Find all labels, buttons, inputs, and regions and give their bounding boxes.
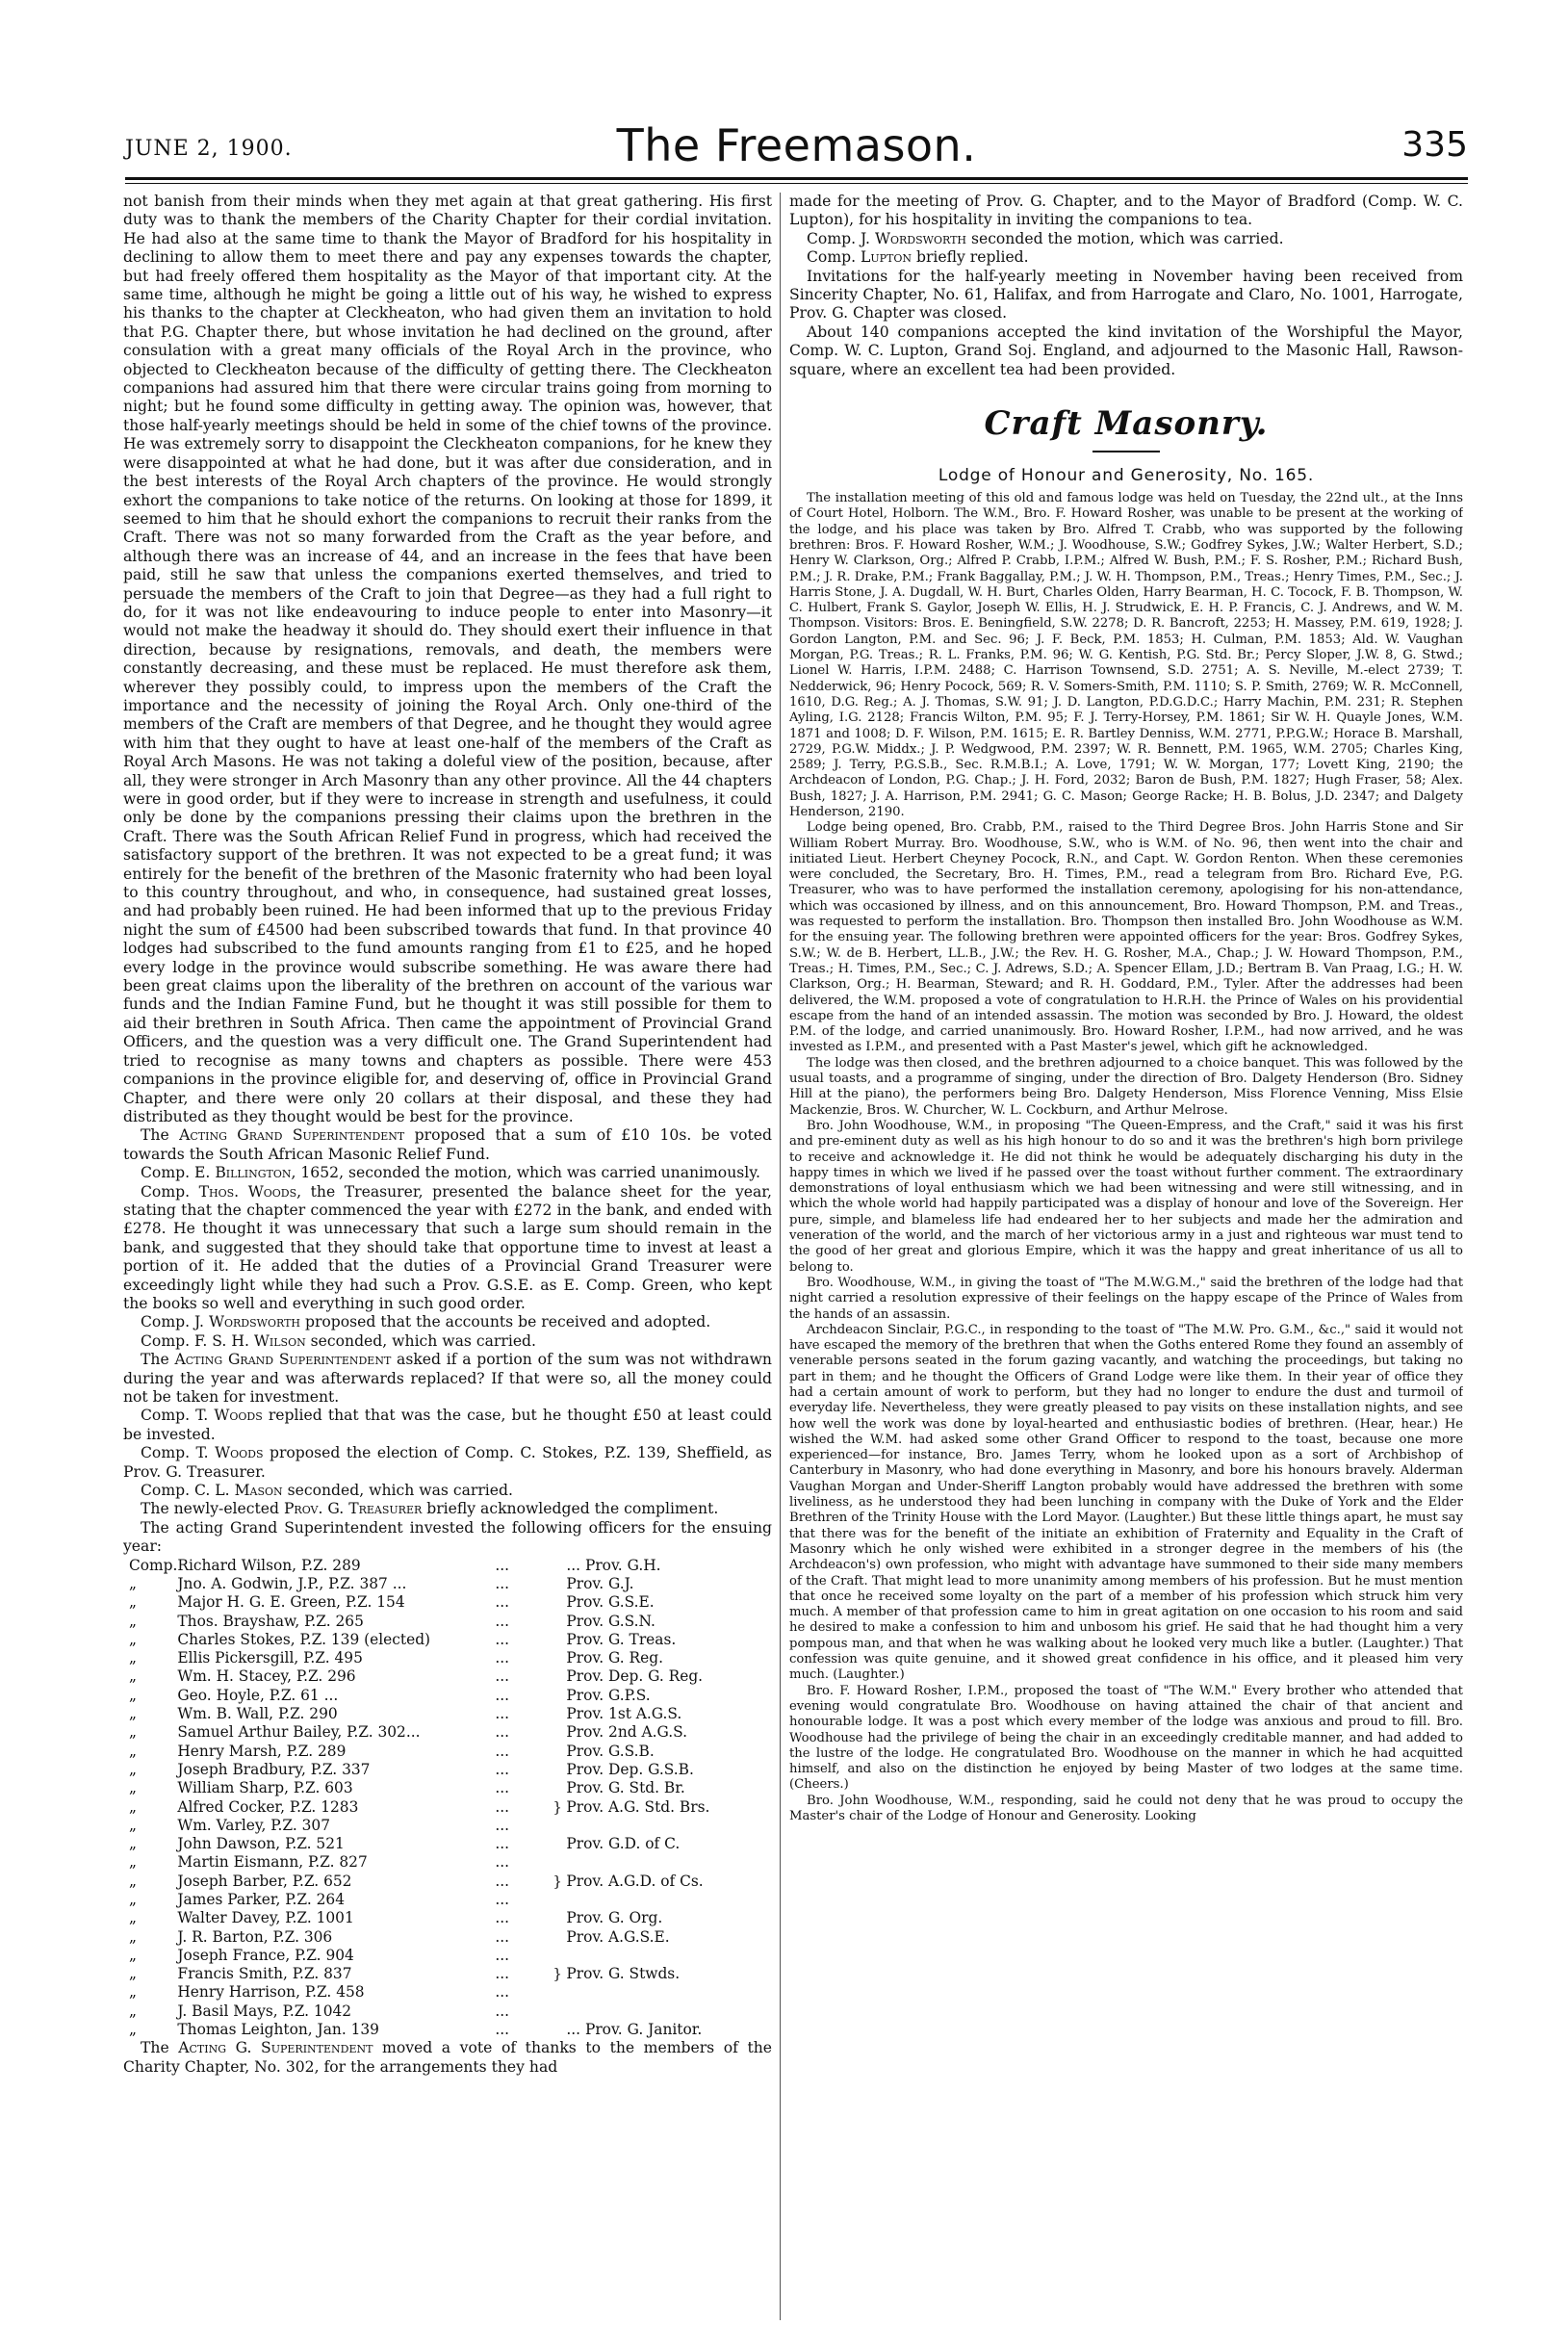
officer-office: Prov. G. Treas.	[566, 1630, 677, 1648]
paragraph: Bro. John Woodhouse, W.M., in proposing "The Queen-Empress, and the Craft," said it was his first and pre-eminent duty as well as his high honour to do so and it was the brethren's high born privilege to receive and acknowledge it. He did not think he would be adequately discharging his duty in the happy times in which we lived if he passed over the toast without further comment. The extraordinary demonstrations of loyal enthusiasm which we had been witnessing and were still witnessing, and in which the whole world had happily participated was a display of honour and love of the Sovereign. Her pure, simple, and blameless life had endeared her to her subjects and made her the admiration and veneration of the world, and the march of her victorious army in a just and righteous war must tend to the good of her great and glorious Empire, which it was the happy and great inheritance of us all to belong to.	[789, 1118, 1463, 1275]
officer-brace	[553, 2021, 566, 2039]
officer-name: Wm. H. Stacey, P.Z. 296	[177, 1667, 356, 1686]
header-rule-thick	[125, 177, 1468, 180]
officer-dots: ...	[495, 1667, 510, 1686]
officer-office	[566, 2002, 755, 2021]
paragraph: Comp. E. Billington, 1652, seconded the motion, which was carried unanimously.	[141, 1164, 760, 1182]
officer-prefix: „	[129, 1593, 137, 1612]
officer-row	[129, 2021, 755, 2039]
officer-brace	[553, 1667, 566, 1686]
officer-brace	[553, 1649, 566, 1667]
officer-brace	[553, 1779, 566, 1797]
officer-name: Major H. G. E. Green, P.Z. 154	[177, 1593, 405, 1612]
officer-dots: ...	[495, 1723, 510, 1742]
paragraph: Comp. T. Woods proposed the election of Comp. C. Stokes, P.Z. 139, Sheffield, as Prov. G. Treasurer.	[123, 1444, 772, 1481]
officer-prefix: „	[129, 1927, 137, 1946]
officer-dots: ...	[495, 1797, 510, 1816]
officer-prefix: „	[129, 1797, 137, 1816]
paragraph: Comp. J. Wordsworth seconded the motion, which was carried.	[807, 229, 1284, 247]
officer-dots: ...	[495, 1760, 510, 1778]
officer-prefix: „	[129, 1574, 137, 1592]
officer-prefix: Comp.	[129, 1556, 178, 1574]
officer-row	[129, 2002, 755, 2021]
officer-brace	[553, 1723, 566, 1742]
officer-office: Prov. G. Stwds.	[566, 1965, 681, 1983]
officer-office: Prov. G.D. of C.	[566, 1835, 681, 1853]
officer-dots: ...	[495, 1872, 510, 1890]
officer-prefix: „	[129, 1667, 137, 1686]
officer-row	[129, 1947, 755, 1965]
officer-name: Samuel Arthur Bailey, P.Z. 302...	[177, 1723, 421, 1742]
officer-office	[566, 1853, 755, 1872]
officer-row	[129, 1687, 755, 1705]
officer-office: Prov. Dep. G. Reg.	[566, 1667, 704, 1686]
officer-row	[129, 1983, 755, 2002]
officer-office: Prov. Dep. G.S.B.	[566, 1760, 694, 1778]
officer-dots: ...	[495, 1983, 510, 2002]
officer-office: Prov. A.G.S.E.	[566, 1927, 670, 1946]
officer-prefix: „	[129, 1760, 137, 1778]
officer-dots: ...	[495, 1686, 510, 1704]
officer-name: Richard Wilson, P.Z. 289	[177, 1556, 361, 1574]
officer-row	[129, 1965, 755, 1983]
officer-brace: }	[553, 1797, 562, 1816]
officer-name: Joseph Bradbury, P.Z. 337	[177, 1760, 371, 1778]
officer-prefix: „	[129, 1835, 137, 1853]
paragraph: The lodge was then closed, and the brethren adjourned to a choice banquet. This was followed by the usual toasts, and a programme of singing, under the direction of Bro. Dalgety Henderson (Bro. Sidney Hill at the piano), the performers being Bro. Dalgety Henderson, Miss Florence Venning, Miss Elsie Mackenzie, Bros. W. Churcher, W. L. Cockburn, and Arthur Melrose.	[789, 1055, 1463, 1118]
officer-prefix: „	[129, 2002, 137, 2020]
officer-name: Charles Stokes, P.Z. 139 (elected)	[177, 1630, 431, 1648]
officer-name: Joseph Barber, P.Z. 652	[177, 1872, 352, 1890]
officer-dots: ...	[495, 1927, 510, 1946]
paragraph: Comp. T. Woods replied that that was the case, but he thought £50 at least could be invested.	[123, 1407, 772, 1443]
paragraph: The Acting G. Superintendent moved a vote of thanks to the members of the Charity Chapter, No. 302, for the arrangements they had	[123, 2039, 772, 2076]
officer-row	[129, 1891, 755, 1909]
officer-name: John Dawson, P.Z. 521	[177, 1835, 345, 1853]
officer-brace	[553, 1557, 566, 1575]
officer-name: James Parker, P.Z. 264	[177, 1891, 346, 1908]
officer-row	[129, 1873, 755, 1891]
paragraph: Comp. Lupton briefly replied.	[807, 248, 1029, 267]
officer-dots: ...	[495, 2021, 510, 2039]
officer-row	[129, 1593, 755, 1612]
officer-dots: ...	[495, 1742, 510, 1760]
officer-row	[129, 1705, 755, 1723]
officer-prefix: „	[129, 1612, 137, 1630]
officer-office: Prov. G.S.B.	[566, 1742, 655, 1760]
officer-brace: }	[553, 1872, 562, 1890]
paragraph: Comp. J. Wordsworth proposed that the accounts be received and adopted.	[141, 1313, 711, 1331]
column-divider	[780, 193, 781, 2320]
officer-prefix: „	[129, 1742, 137, 1760]
section-title: Craft Masonry.	[984, 404, 1269, 444]
officer-brace	[553, 1687, 566, 1705]
officer-office: Prov. A.G.D. of Cs.	[566, 1872, 704, 1890]
officer-name: Henry Harrison, P.Z. 458	[177, 1983, 365, 2002]
issue-date: JUNE 2, 1900.	[125, 137, 293, 161]
officer-row	[129, 1613, 755, 1631]
officer-dots: ...	[495, 1946, 510, 1964]
officer-prefix: „	[129, 1630, 137, 1648]
officer-brace	[553, 1853, 566, 1872]
newspaper-title: The Freemason.	[616, 119, 977, 171]
officer-row	[129, 1817, 755, 1835]
paragraph: Lodge being opened, Bro. Crabb, P.M., raised to the Third Degree Bros. John Harris Stone and Sir William Robert Murray. Bro. Woodhouse, S.W., who is W.M. of No. 96, then went into the chair and initiated Lieut. Herbert Cheyney Pocock, R.N., and Capt. W. Gordon Renton. When these ceremonies were concluded, the Secretary, Bro. H. Times, P.M., read a telegram from Bro. Richard Eve, P.G. Treasurer, who was to have performed the installation ceremony, apologising for his non-attendance, which was occasioned by illness, and on this announcement, Bro. Howard Thompson, P.M. and Treas., was requested to perform the installation. Bro. Thompson then installed Bro. John Woodhouse as W.M. for the ensuing year. The following brethren were appointed officers for the year: Bros. Godfrey Sykes, S.W.; W. de B. Herbert, LL.B., J.W.; the Rev. H. G. Rosher, M.A., Chap.; J. W. Howard Thompson, P.M., Treas.; H. Times, P.M., Sec.; C. J. Adrews, S.D.; A. Spencer Ellam, J.D.; Bertram B. Van Praag, I.G.; H. W. Clarkson, Org.; H. Bearman, Steward; and R. H. Goddard, P.M., Tyler. After the addresses had been delivered, the W.M. proposed a vote of congratulation to H.R.H. the Prince of Wales on his providential escape from the hand of an intended assassin. The motion was seconded by Bro. J. Howard, the oldest P.M. of the lodge, and carried unanimously. Bro. Howard Rosher, I.P.M., had now arrived, and he was invested as I.P.M., and presented with a Past Master's jewel, which gift he acknowledged.	[789, 820, 1463, 1055]
officer-dots: ...	[495, 2002, 510, 2020]
officer-brace	[553, 1947, 566, 1965]
officer-brace	[553, 1593, 566, 1612]
officer-name: Martin Eismann, P.Z. 827	[177, 1853, 368, 1872]
officer-office: Prov. G.S.N.	[566, 1612, 655, 1630]
officer-brace	[553, 1835, 566, 1853]
officer-brace	[553, 1761, 566, 1779]
lodge-heading: Lodge of Honour and Generosity, No. 165.	[938, 466, 1315, 486]
officer-office	[566, 1947, 755, 1965]
officer-row	[129, 1761, 755, 1779]
officer-prefix: „	[129, 1779, 137, 1797]
officer-brace	[553, 1983, 566, 2002]
officer-dots: ...	[495, 1649, 510, 1667]
officer-name: J. Basil Mays, P.Z. 1042	[177, 2002, 352, 2020]
officer-prefix: „	[129, 1686, 137, 1704]
officer-name: Ellis Pickersgill, P.Z. 495	[177, 1649, 363, 1667]
paragraph: not banish from their minds when they met again at that great gathering. His first duty was to thank the members of the Charity Chapter for their cordial invitation. He had also at the same time to thank the Mayor of Bradford for his hospitality in declining to allow them to meet there and pay any expenses towards the chapter, but had freely offered them hospitality as the Mayor of that important city. At the same time, although he might be going a little out of his way, he wished to express his thanks to the chapter at Cleckheaton, who had given them an invitation to hold that P.G. Chapter there, but whose invitation he had declined on the ground, after consulation with a great many officials of the Royal Arch in the province, who objected to Cleckheaton because of the difficulty of getting there. The Cleckheaton companions had assured him that there were circular trains going from morning to night; but he found some difficulty in getting away. The opinion was, however, that those half-yearly meetings should be held in some of the chief towns of the province. He was extremely sorry to disappoint the Cleckheaton companions, for he knew they were disappointed at what he had done, but it was after due consideration, and in the best interests of the Royal Arch chapters of the province. He would strongly exhort the companions to take notice of the returns. On looking at those for 1899, it seemed to him that he should exhort the companions to recruit their ranks from the Craft. There was not so many forwarded from the Craft as the year before, and although there was an increase of 44, and an increase in the fees that have been paid, still he saw that unless the companions exerted themselves, and tried to persuade the members of the Craft to join that Degree—as they had a full right to do, for it was not like endeavouring to induce people to enter into Masonry—it would not make the headway it should do. They should exert their influence in that direction, because by resignations, removals, and death, the members were constantly decreasing, and these must be replaced. He must therefore ask them, wherever they possibly could, to impress upon the members of the Craft the importance and the necessity of joining the Royal Arch. Only one-third of the members of the Craft are members of that Degree, and he thought they would agree with him that they ought to have at least one-half of the members of the Craft as Royal Arch Masons. He was not taking a doleful view of the position, because, after all, they were stronger in Arch Masonry than any other province. All the 44 chapters were in good order, but if they were to increase in strength and usefulness, it could only be done by the companions pressing their claims upon the brethren in the Craft. There was the South African Relief Fund in progress, which had received the satisfactory support of the brethren. It was not expected to be a great fund; it was entirely for the benefit of the brethren of the Masonic fraternity who had been loyal to this country throughout, and who, in consequence, had sustained great losses, and had probably been ruined. He had been informed that up to the previous Friday night the sum of £4500 had been subscribed towards that fund. In that province 40 lodges had subscribed to the fund amounts ranging from £1 to £25, and he hoped every lodge in the province would subscribe something. He was aware there had been great claims upon the liberality of the brethren on account of the various war funds and the Indian Famine Fund, but he thought it was still possible for them to aid their brethren in South Africa. Then came the appointment of Provincial Grand Officers, and the question was a very difficult one. The Grand Superintendent had tried to recognise as many towns and chapters as possible. There were 453 companions in the province eligible for, and deserving of, office in Provincial Grand Chapter, and there were only 20 collars at their disposal, and these they had distributed as they thought would be best for the province.	[123, 193, 772, 1125]
paragraph: The Acting Grand Superintendent asked if a portion of the sum was not withdrawn during the year and was afterwards replaced? If that were so, all the money could not be taken for investment.	[123, 1351, 772, 1406]
officer-row	[129, 1723, 755, 1742]
paragraph: The installation meeting of this old and famous lodge was held on Tuesday, the 22nd ult., at the Inns of Court Hotel, Holborn. The W.M., Bro. F. Howard Rosher, was unable to be present at the working of the lodge, and his place was taken by Bro. Alfred T. Crabb, who was supported by the following brethren: Bros. F. Howard Rosher, W.M.; J. Woodhouse, S.W.; Godfrey Sykes, J.W.; Walter Herbert, S.D.; Henry W. Clarkson, Org.; Alfred P. Crabb, I.P.M.; Alfred W. Bush, P.M.; F. S. Rosher, P.M.; Richard Bush, P.M.; J. R. Drake, P.M.; Frank Baggallay, P.M.; J. W. H. Thompson, P.M., Treas.; Henry Times, P.M., Sec.; J. Harris Stone, J. A. Dugdall, W. H. Burt, Charles Olden, Harry Bearman, H. C. Tocock, F. B. Thompson, W. C. Hulbert, Frank S. Gaylor, Joseph W. Ellis, H. J. Strudwick, E. H. P. Francis, C. J. Andrews, and W. M. Thompson. Visitors: Bros. E. Beningfield, S.W. 2278; D. R. Bancroft, 2253; H. Massey, P.M. 619, 1928; J. Gordon Langton, P.M. and Sec. 96; J. F. Beck, P.M. 1853; H. Culman, P.M. 1853; Ald. W. Vaughan Morgan, P.G. Treas.; R. L. Franks, P.M. 96; W. G. Kentish, P.G. Std. Br.; Percy Sloper, J.W. 8, G. Stwd.; Lionel W. Harris, I.P.M. 2488; C. Harrison Townsend, S.D. 2751; A. S. Neville, M.-elect 2739; T. Nedderwick, 96; Henry Pocock, 569; R. V. Somers-Smith, P.M. 1110; S. P. Smith, 2769; W. R. McConnell, 1610, D.G. Reg.; A. J. Thomas, S.W. 91; J. D. Langton, P.D.G.D.C.; Harry Machin, P.M. 231; R. Stephen Ayling, I.G. 2128; Francis Wilton, P.M. 95; F. J. Terry-Horsey, P.M. 1861; Sir W. H. Quayle Jones, W.M. 1871 and 1008; D. F. Wilson, P.M. 1615; E. R. Bartley Denniss, W.M. 2771, P.P.G.W.; Horace B. Marshall, 2729, P.G.W. Middx.; J. P. Wedgwood, P.M. 2397; W. R. Bennett, P.M. 1965, W.M. 2705; Charles King, 2589; J. Terry, P.G.S.B., Sec. R.M.B.I.; A. Love, 1791; W. W. Morgan, 177; Lovett King, 2190; the Archdeacon of London, P.G. Chap.; J. H. Ford, 2032; Baron de Bush, P.M. 1827; Hugh Fraser, 58; Alex. Bush, 1827; J. A. Harrison, P.M. 2941; G. C. Mason; George Racke; H. B. Bolus, J.D. 2347; and Dalgety Henderson, 2190.	[789, 491, 1463, 819]
officer-prefix: „	[129, 1909, 137, 1927]
officer-brace	[553, 1575, 566, 1593]
officer-office	[566, 1817, 755, 1835]
officer-row	[129, 1649, 755, 1667]
officer-name: Wm. B. Wall, P.Z. 290	[177, 1705, 338, 1723]
paragraph: The acting Grand Superintendent invested the following officers for the ensuing year:	[123, 1518, 772, 1556]
paragraph: Comp. F. S. H. Wilson seconded, which was carried.	[141, 1331, 536, 1350]
officer-dots: ...	[495, 1891, 510, 1908]
officer-dots: ...	[495, 1909, 510, 1927]
officer-name: Thomas Leighton, Jan. 139	[177, 2021, 379, 2039]
officer-office: Prov. 2nd A.G.S.	[566, 1723, 688, 1742]
officer-name: Thos. Brayshaw, P.Z. 265	[177, 1612, 364, 1630]
paragraph: Bro. John Woodhouse, W.M., responding, said he could not deny that he was proud to occupy the Master's chair of the Lodge of Honour and Generosity. Looking	[789, 1793, 1463, 1823]
officer-prefix: „	[129, 1853, 137, 1872]
officer-office: Prov. A.G. Std. Brs.	[566, 1797, 710, 1816]
officer-brace	[553, 2002, 566, 2021]
section-rule	[1092, 451, 1160, 452]
officer-name: Joseph France, P.Z. 904	[177, 1946, 354, 1964]
officer-brace	[553, 1817, 566, 1835]
officer-brace	[553, 1909, 566, 1927]
officer-row	[129, 1743, 755, 1761]
officer-row	[129, 1631, 755, 1649]
officer-prefix: „	[129, 1965, 137, 1983]
officer-office: Prov. G.S.E.	[566, 1593, 655, 1612]
officer-office: Prov. G. Std. Br.	[566, 1779, 685, 1797]
officer-name: Jno. A. Godwin, J.P., P.Z. 387 ...	[177, 1574, 407, 1592]
officer-office: ... Prov. G.H.	[566, 1556, 661, 1574]
officer-prefix: „	[129, 1983, 137, 2002]
officer-prefix: „	[129, 1649, 137, 1667]
officer-row	[129, 1779, 755, 1797]
officer-name: J. R. Barton, P.Z. 306	[177, 1927, 333, 1946]
officer-name: Henry Marsh, P.Z. 289	[177, 1742, 347, 1760]
officer-brace	[553, 1613, 566, 1631]
officer-row	[129, 1575, 755, 1593]
paragraph: Invitations for the half-yearly meeting in November having been received from Sincerity Chapter, No. 61, Halifax, and from Harrogate and Claro, No. 1001, Harrogate, Prov. G. Chapter was closed.	[789, 267, 1463, 323]
officer-name: Alfred Cocker, P.Z. 1283	[177, 1797, 359, 1816]
paragraph: The newly-elected Prov. G. Treasurer briefly acknowledged the compliment.	[141, 1500, 719, 1518]
paragraph: The Acting Grand Superintendent proposed that a sum of £10 10s. be voted towards the South African Masonic Relief Fund.	[123, 1126, 772, 1163]
officer-prefix: „	[129, 1891, 137, 1908]
officer-prefix: „	[129, 2021, 137, 2039]
officer-dots: ...	[495, 1630, 510, 1648]
officer-name: Walter Davey, P.Z. 1001	[177, 1909, 354, 1927]
paragraph: Archdeacon Sinclair, P.G.C., in responding to the toast of "The M.W. Pro. G.M., &c.," said it would not have escaped the memory of the brethren that when the Goths entered Rome they found an assembly of venerable persons seated in the forum gazing vacantly, and watching the proceedings, but taking no part in them; and he thought the Officers of Grand Lodge were like them. In their year of office they had a certain amount of work to perform, but they had no longer to endure the dust and turmoil of everyday life. Nevertheless, they were greatly pleased to pay visits on these installation nights, and see how well the work was done by loyal-hearted and enthusiastic bodies of brethren. (Hear, hear.) He wished the W.M. had asked some other Grand Officer to respond to the toast, because one more experienced—for instance, Bro. James Terry, whom he looked upon as a sort of Archbishop of Canterbury in Masonry, who had done everything in Masonry, and bore his honours bravely. Alderman Vaughan Morgan and Under-Sheriff Langton probably would have addressed the brethren with some liveliness, as he understood they had been lunching in company with the Duke of York and the Elder Brethren of the Trinity House with the Lord Mayor. (Laughter.) But these little things apart, he must say that there was for the benefit of the initiate an exhibition of Fraternity and Equality in the Craft of Masonry which he only wished were exhibited in a stronger degree in the members of his (the Archdeacon's) own profession, who might with advantage have summoned to their side many members of the Craft. That might lead to more unanimity among members of his profession. But he must mention that once he received some loyalty on the part of a member of his profession which struck him very much. A member of that profession came to him in great agitation on one occasion to his room and said he desired to make a confession to him and unbosom his grief. He said that he had thought him a very pompous man, and that when he was walking about he looked very much like a butler. (Laughter.) That confession was quite genuine, and it showed great confidence in his office, and it pleased him very much. (Laughter.)	[789, 1322, 1463, 1683]
officer-prefix: „	[129, 1872, 137, 1890]
officer-office: Prov. G.P.S.	[566, 1686, 651, 1704]
paragraph: made for the meeting of Prov. G. Chapter, and to the Mayor of Bradford (Comp. W. C. Lupton), for his hospitality in inviting the companions to tea.	[789, 193, 1463, 229]
paragraph: Bro. F. Howard Rosher, I.P.M., proposed the toast of "The W.M." Every brother who attended that evening would congratulate Bro. Woodhouse on having attained the chair of that ancient and honourable lodge. It was a post which every member of the lodge was anxious and proud to fill. Bro. Woodhouse had the privilege of being the chair in an exceedingly creditable manner, and had added to the lustre of the lodge. He congratulated Bro. Woodhouse on the manner in which he had acquitted himself, and also on the distinction he enjoyed by being Master of two lodges at the same time. (Cheers.)	[789, 1683, 1463, 1793]
officer-name: Wm. Varley, P.Z. 307	[177, 1816, 330, 1834]
officer-prefix: „	[129, 1946, 137, 1964]
officer-row	[129, 1557, 755, 1575]
officer-row	[129, 1835, 755, 1853]
officer-dots: ...	[495, 1779, 510, 1797]
officer-prefix: „	[129, 1723, 137, 1742]
officer-row	[129, 1667, 755, 1686]
officer-row	[129, 1798, 755, 1817]
officer-office: Prov. G.J.	[566, 1574, 634, 1592]
officers-table	[129, 1557, 755, 2040]
officer-brace: }	[553, 1965, 562, 1983]
masthead	[125, 119, 1468, 173]
officer-dots: ...	[495, 1556, 510, 1574]
officer-brace	[553, 1743, 566, 1761]
officer-row	[129, 1928, 755, 1947]
officer-name: Geo. Hoyle, P.Z. 61 ...	[177, 1686, 339, 1704]
officer-dots: ...	[495, 1612, 510, 1630]
officer-brace	[553, 1705, 566, 1723]
officer-office: Prov. G. Reg.	[566, 1649, 663, 1667]
officer-row	[129, 1853, 755, 1872]
officer-dots: ...	[495, 1853, 510, 1872]
officer-office: Prov. 1st A.G.S.	[566, 1705, 682, 1723]
officer-dots: ...	[495, 1816, 510, 1834]
paragraph: Comp. C. L. Mason seconded, which was carried.	[141, 1482, 513, 1500]
paragraph: Comp. Thos. Woods, the Treasurer, presented the balance sheet for the year, stating that the chapter commenced the year with £272 in the bank, and ended with £278. He thought it was unnecessary that such a large sum should remain in the bank, and suggested that they should take that opportune time to invest at least a portion of it. He added that the duties of a Provincial Grand Treasurer were exceedingly light while they had such a Prov. G.S.E. as E. Comp. Green, who kept the books so well and everything in such good order.	[123, 1182, 772, 1312]
paragraph: Bro. Woodhouse, W.M., in giving the toast of "The M.W.G.M.," said the brethren of the lodge had that night carried a resolution expressive of their feelings on the happy escape of the Prince of Wales from the hands of an assassin.	[789, 1275, 1463, 1322]
page-number: 335	[1401, 125, 1468, 165]
officer-name: William Sharp, P.Z. 603	[177, 1779, 353, 1797]
officer-row	[129, 1909, 755, 1927]
officer-dots: ...	[495, 1705, 510, 1723]
officer-brace	[553, 1631, 566, 1649]
officer-dots: ...	[495, 1965, 510, 1983]
officer-office	[566, 1983, 755, 2002]
officer-name: Francis Smith, P.Z. 837	[177, 1965, 352, 1983]
officer-office: ... Prov. G. Janitor.	[566, 2021, 703, 2039]
header-rule-thin	[125, 183, 1468, 184]
officer-prefix: „	[129, 1705, 137, 1723]
officer-dots: ...	[495, 1593, 510, 1612]
officer-office	[566, 1891, 755, 1909]
paragraph: About 140 companions accepted the kind invitation of the Worshipful the Mayor, Comp. W. C. Lupton, Grand Soj. England, and adjourned to the Masonic Hall, Rawson-square, where an excellent tea had been provided.	[789, 323, 1463, 378]
right-column	[789, 193, 1463, 2320]
officer-office: Prov. G. Org.	[566, 1909, 663, 1927]
officer-brace	[553, 1891, 566, 1909]
officer-brace	[553, 1928, 566, 1947]
officer-prefix: „	[129, 1816, 137, 1834]
officer-dots: ...	[495, 1835, 510, 1853]
left-column	[123, 193, 772, 2286]
officer-dots: ...	[495, 1574, 510, 1592]
